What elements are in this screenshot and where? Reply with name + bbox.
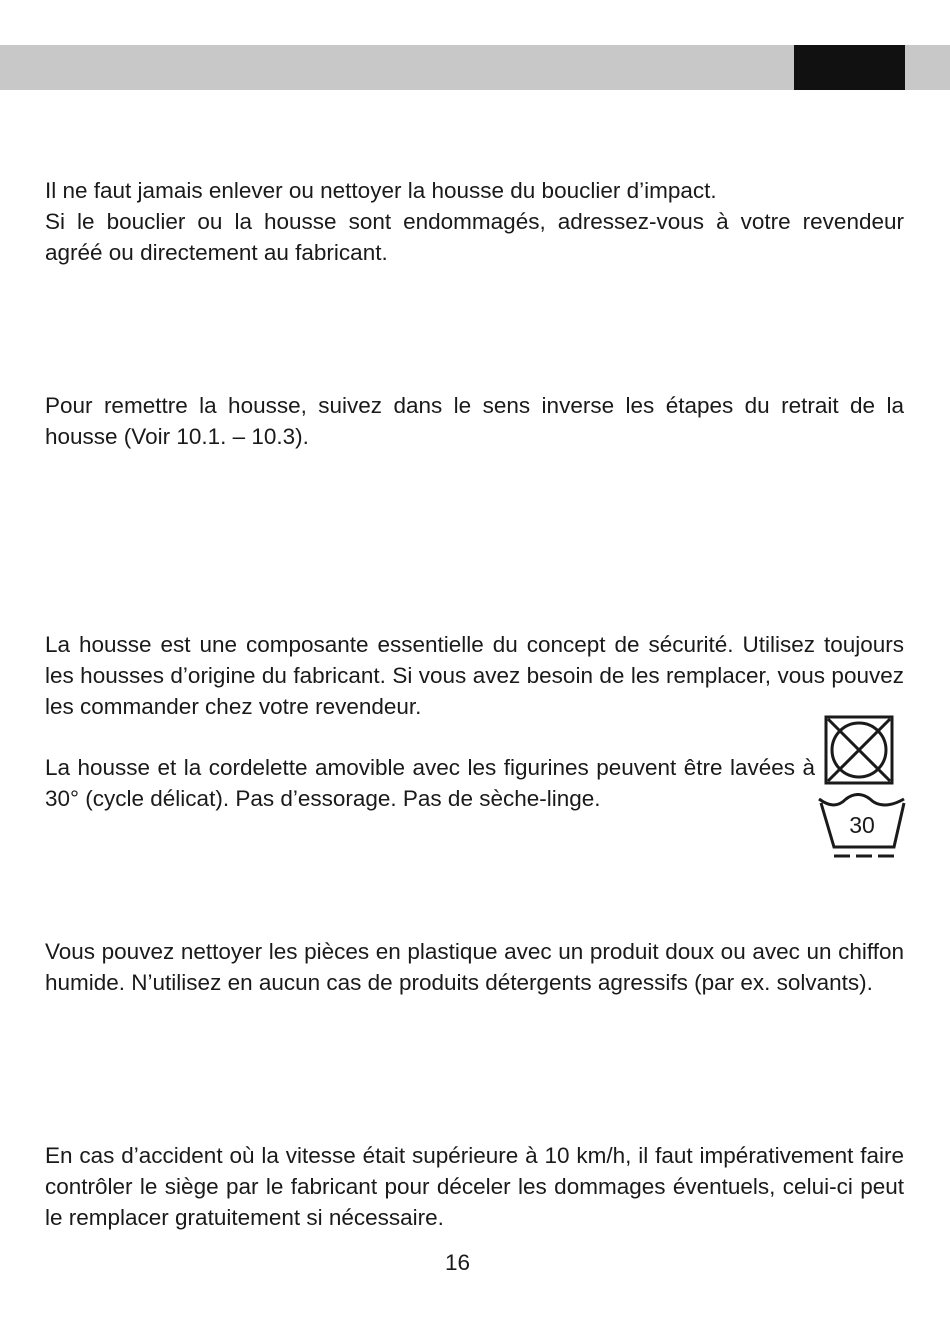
no-tumble-dry-icon (824, 715, 896, 790)
header-tab (794, 45, 905, 90)
paragraph-plastic-cleaning: Vous pouvez nettoyer les pièces en plastique avec un produit doux ou avec un chiffon humide. N’utilisez en aucun cas de produits détergents agressifs (par ex. solvants). (45, 939, 904, 995)
paragraph-impact-shield (45, 175, 904, 268)
wash-temperature-label: 30 (849, 812, 875, 838)
wash-30-delicate-icon (816, 793, 908, 861)
page-number: 16 (444, 1250, 471, 1275)
paragraph-impact-shield-line1: Il ne faut jamais enlever ou nettoyer la housse du bouclier d’impact. (45, 178, 717, 203)
paragraph-original-covers: La housse est une composante essentielle du concept de sécurité. Utilisez toujours les housses d’origine du fabricant. Si vous avez besoin de les remplacer, vous pouvez les commander chez votre revendeur. (45, 632, 904, 719)
paragraph-accident: En cas d’accident où la vitesse était supérieure à 10 km/h, il faut impérativement faire contrôler le siège par le fabricant pour déceler les dommages éventuels, celui-ci peut le remplacer gratuitement si nécessaire. (45, 1143, 904, 1230)
paragraph-impact-shield-rest: Si le bouclier ou la housse sont endommagés, adressez-vous à votre revendeur agréé ou directement au fabricant. (45, 209, 904, 265)
paragraph-washing: La housse et la cordelette amovible avec les figurines peuvent être lavées à 30° (cycle délicat). Pas d’essorage. Pas de sèche-linge. (45, 755, 815, 811)
paragraph-refit-cover: Pour remettre la housse, suivez dans le sens inverse les étapes du retrait de la housse (Voir 10.1. – 10.3). (45, 393, 904, 449)
